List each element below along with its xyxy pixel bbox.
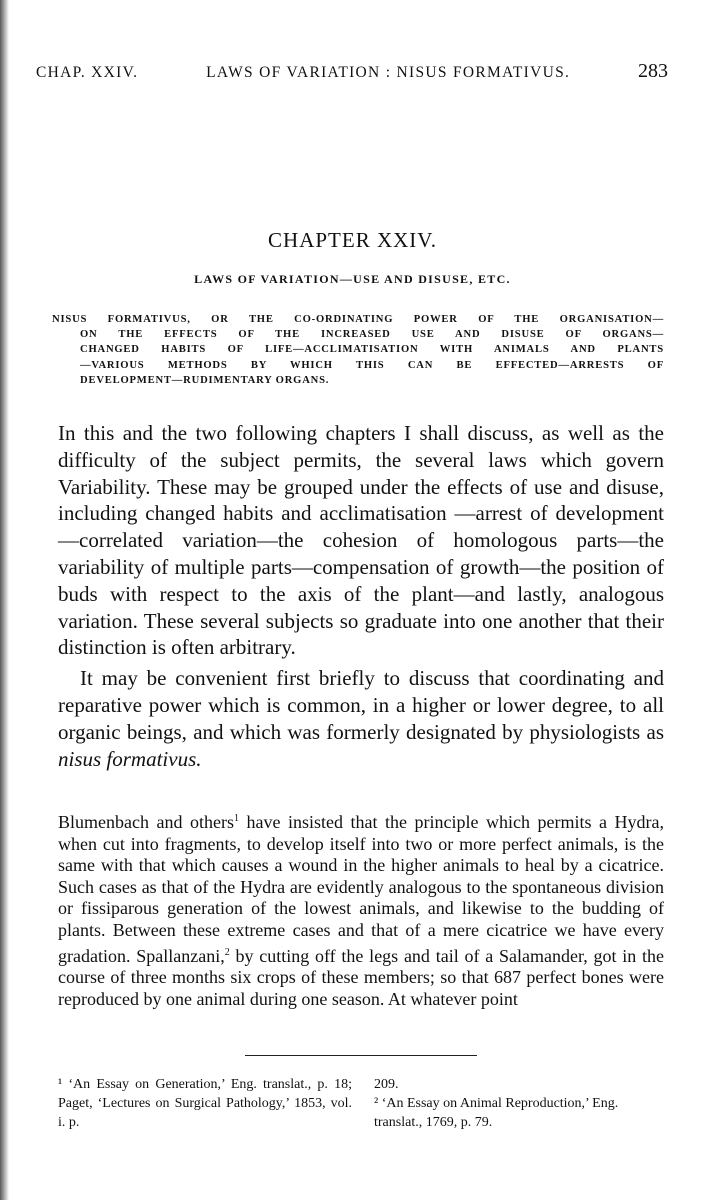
small-print-text [58,808,664,1010]
paragraph-segment: have insisted that the principle which permits a Hydra, when cut into fragments, to develop itself into two or more perfect animals, is the same with that which causes a wound in the higher animals to heal by a cicatrice. Such cases as that of the Hydra are evidently analogous to the spontaneous division or fissiparous generation of the lowest animals, and likewise to the budding of plants. Between these extreme cases and that of a mere cicatrice we have every gradation. Spallanzani, [58,812,664,966]
footnote-2: ² ‘An Essay on Animal Reproduction,’ Eng. translat., 1769, p. 79. [374,1095,619,1130]
contents-line: DEVELOPMENT—RUDIMENTARY ORGANS. [80,374,330,386]
paragraph-segment: by cutting off the legs and tail of a Salamander, got in the course of three months six crops of these members; so that 687 perfect bones were reproduced by one animal during one season. At whatever point [58,945,664,1009]
paragraph-segment: Blumenbach and others [58,812,234,832]
footnote-1: ¹ ‘An Essay on Generation,’ Eng. translat., p. 18; Paget, ‘Lectures on Surgical Pathology,’ 1853, vol. i. p. [58,1077,352,1130]
nisus-formativus-term: nisus formativus. [58,746,202,771]
chapter-subtitle: LAWS OF VARIATION—USE AND DISUSE, ETC. [194,272,511,286]
contents-line: ON THE EFFECTS OF THE INCREASED USE AND DISUSE OF ORGANS— [80,329,664,341]
chapter-title: CHAPTER XXIV. [268,228,437,252]
page-number: 283 [638,60,668,82]
footnotes-right-column [374,1076,664,1132]
contents-line: CHANGED HABITS OF LIFE—ACCLIMATISATION WITH ANIMALS AND PLANTS [80,344,664,356]
paragraph-nisus-text: It may be convenient first briefly to discuss that coordinating and reparative power which is common, in a higher or lower degree, to all organic beings, and which was formerly designated by physiologists as [58,666,664,744]
paragraph-nisus [58,665,664,772]
footnote-ref-1: 1 [233,813,239,824]
running-head-chapter: CHAP. XXIV. [36,64,139,81]
book-spine-shadow [0,0,9,1200]
chapter-contents-summary [52,312,664,388]
paragraph-intro: In this and the two following chapters I shall discuss, as well as the difficulty of the subject permits, the several laws which govern Variability. These may be grouped under the effects of use and disuse, including changed habits and acclimatisation —arrest of development—correlated variation—the cohesion of homologous parts—the variability of multiple parts—compensation of growth—the position of buds with respect to the axis of the plant—and lastly, analogous variation. These several subjects so graduate into one another that their distinction is often arbitrary. [58,421,664,660]
footnote-divider [245,1055,477,1056]
footnote-1-continued: 209. [374,1077,399,1092]
contents-line: —VARIOUS METHODS BY WHICH THIS CAN BE EFFECTED—ARRESTS OF [80,359,664,371]
contents-line: NISUS FORMATIVUS, OR THE CO-ORDINATING POWER OF THE ORGANISATION— [52,314,664,325]
running-head-title: LAWS OF VARIATION : NISUS FORMATIVUS. [206,64,571,81]
main-text [58,420,664,772]
running-head [36,60,668,83]
footnotes [58,1076,664,1132]
paragraph-blumenbach [58,808,664,1010]
footnote-ref-2: 2 [224,946,230,958]
